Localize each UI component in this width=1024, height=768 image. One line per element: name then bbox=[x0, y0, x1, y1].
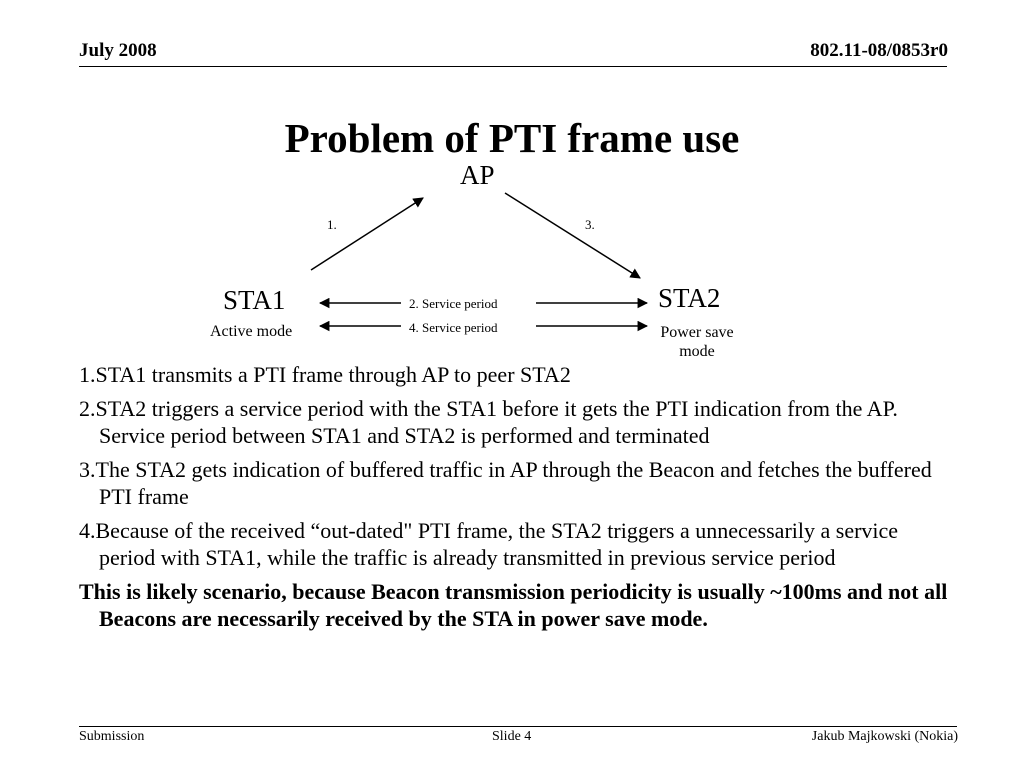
service-period-4-label: 4. Service period bbox=[409, 320, 498, 335]
sta2-mode-line1: Power save bbox=[660, 324, 734, 341]
footer-author: Jakub Majkowski (Nokia) bbox=[811, 729, 958, 744]
footer-submission: Submission bbox=[79, 729, 145, 744]
sta2-node-label: STA2 bbox=[658, 283, 721, 313]
arrow-1-label: 1. bbox=[327, 217, 337, 232]
sta1-mode-label: Active mode bbox=[210, 323, 293, 340]
list-item: 1.STA1 transmits a PTI frame through AP to peer STA2 bbox=[79, 362, 571, 387]
sta1-node-label: STA1 bbox=[223, 285, 286, 315]
ap-node-label: AP bbox=[460, 160, 495, 190]
list-item: 2.STA2 triggers a service period with the STA1 before it gets the PTI indication from the AP. Service period between STA1 and STA2 is performed and terminated bbox=[79, 395, 898, 448]
slide-title: Problem of PTI frame use bbox=[284, 115, 740, 161]
arrow-sta1-to-ap bbox=[311, 198, 423, 270]
sta2-mode-label bbox=[648, 323, 746, 361]
header-date: July 2008 bbox=[79, 40, 157, 61]
footer-slide-number: Slide 4 bbox=[492, 729, 532, 744]
explanation-list bbox=[79, 361, 959, 639]
service-period-2-label: 2. Service period bbox=[409, 296, 498, 311]
list-item: 3.The STA2 gets indication of buffered traffic in AP through the Beacon and fetches the buffered PTI frame bbox=[79, 456, 932, 509]
sta2-mode-line2: mode bbox=[679, 343, 715, 360]
arrow-ap-to-sta2 bbox=[505, 193, 640, 278]
footer-divider bbox=[79, 726, 957, 727]
list-item: 4.Because of the received “out-dated" PTI frame, the STA2 triggers a unnecessarily a service period with STA1, while the traffic is already transmitted in previous service period bbox=[79, 517, 899, 570]
header-doc-id: 802.11-08/0853r0 bbox=[810, 40, 948, 61]
pti-diagram bbox=[0, 0, 1024, 370]
arrow-3-label: 3. bbox=[585, 217, 595, 232]
conclusion-text: This is likely scenario, because Beacon transmission periodicity is usually ~100ms and not all Beacons are necessarily received by the STA in power save mode. bbox=[79, 578, 948, 631]
